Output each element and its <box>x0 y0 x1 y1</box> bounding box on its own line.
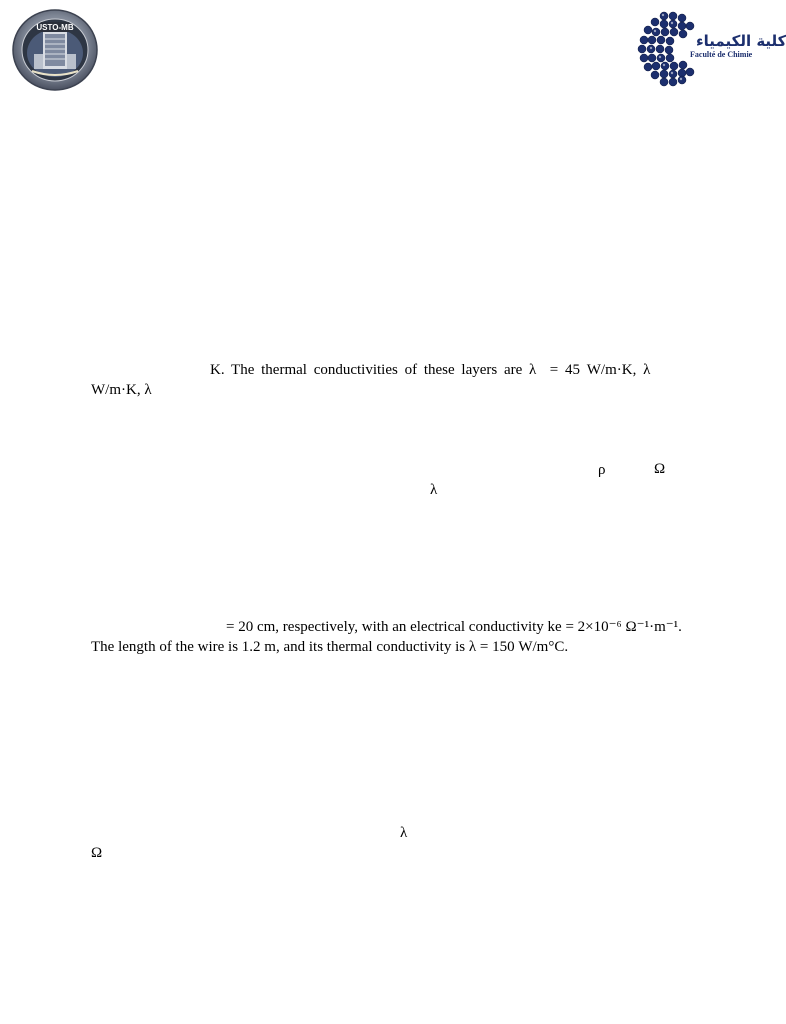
rho-symbol: ρ <box>598 462 606 478</box>
faculty-name: Faculté de Chimie <box>690 50 753 59</box>
paragraph3-line2: The length of the wire is 1.2 m, and its thermal conductivity is λ = 150 W/m°C. <box>91 639 569 655</box>
lambda-symbol: λ <box>400 825 408 841</box>
seal-text: USTO-MB <box>36 23 74 32</box>
paragraph3-line1: = 20 cm, respectively, with an electrical conductivity ke = 2×10⁻⁶ Ω⁻¹·m⁻¹. <box>226 619 682 635</box>
paragraph1-line2: W/m·K, λ <box>91 382 152 398</box>
lambda-symbol: λ <box>430 482 438 498</box>
omega-symbol: Ω <box>91 845 103 861</box>
faculty-logo <box>636 10 786 88</box>
faculty-arabic-name: كلية الكيمياء <box>696 32 786 50</box>
omega-symbol: Ω <box>654 461 666 477</box>
university-seal-logo <box>12 9 98 91</box>
paragraph1-line1: K. The thermal conductivities of these layers are λ = 45 W/m·K, λ <box>210 362 651 378</box>
